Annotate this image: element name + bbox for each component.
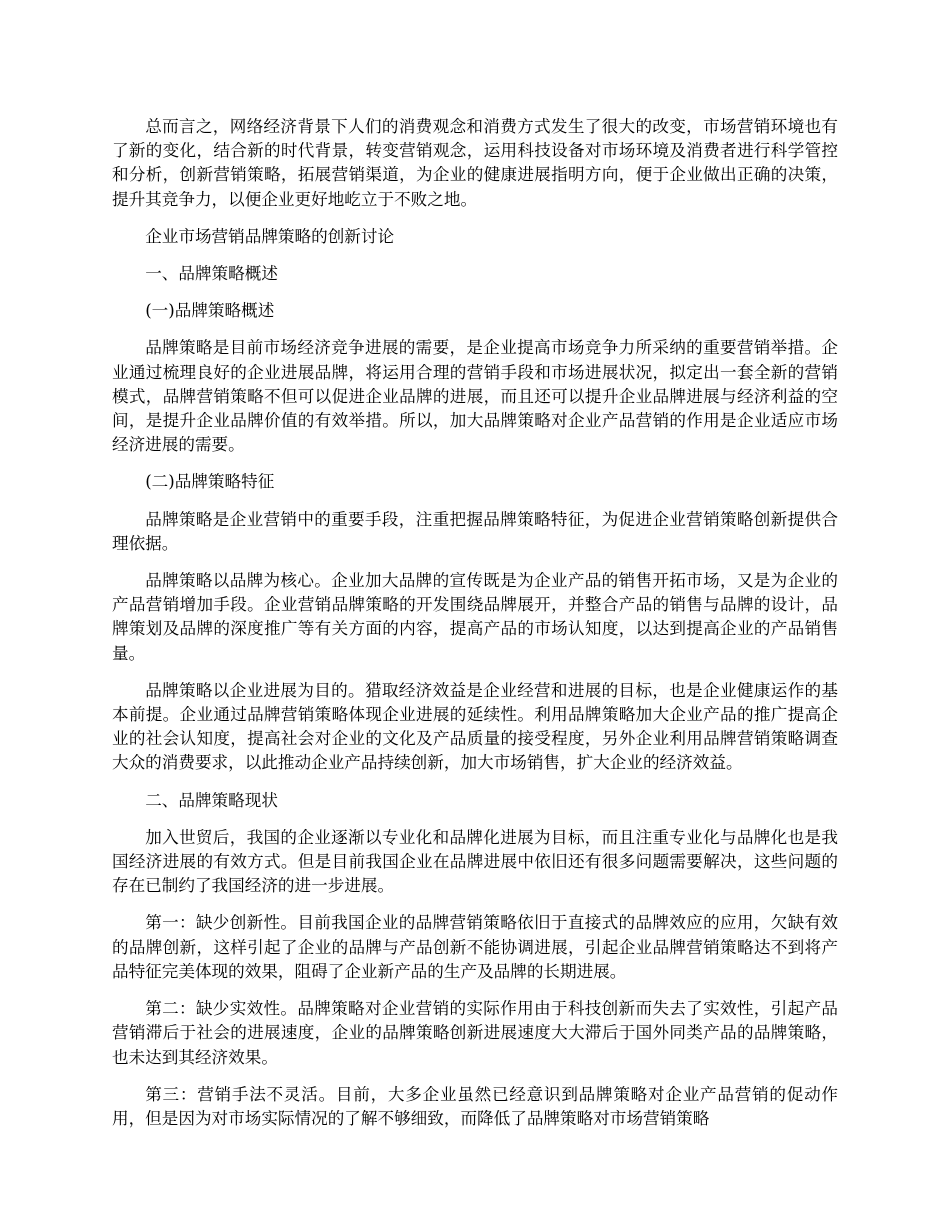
subsection-heading-1-1: (一)品牌策略概述 xyxy=(145,301,275,321)
paragraph-issue-2: 第二：缺少实效性。品牌策略对企业营销的实际作用由于科技创新而失去了实效性，引起产品营销滞后于社会的进展速度，企业的品牌策略创新进展速度大大滞后于国外同类产品的品牌策略，也未达到其经济效果。 xyxy=(112,999,838,1067)
paragraph-brand-core: 品牌策略以品牌为核心。企业加大品牌的宣传既是为企业产品的销售开拓市场，又是为企业的产品营销增加手段。企业营销品牌策略的开发围绕品牌展开，并整合产品的销售与品牌的设计，品牌策划及品牌的深度推广等有关方面的内容，提高产品的市场认知度，以达到提高企业的产品销售量。 xyxy=(112,571,838,663)
section-heading-1: 一、品牌策略概述 xyxy=(145,264,278,284)
paragraph-wto: 加入世贸后，我国的企业逐渐以专业化和品牌化进展为目标，而且注重专业化与品牌化也是我国经济进展的有效方式。但是目前我国企业在品牌进展中依旧还有很多问题需要解决，这些问题的存在已制约了我国经济的进一步进展。 xyxy=(112,827,838,896)
paragraph-features-intro: 品牌策略是企业营销中的重要手段，注重把握品牌策略特征，为促进企业营销策略创新提供合理依据。 xyxy=(112,509,838,553)
section-heading-2: 二、品牌策略现状 xyxy=(145,790,278,810)
paragraph-development-goal: 品牌策略以企业进展为目的。猎取经济效益是企业经营和进展的目标，也是企业健康运作的基本前提。企业通过品牌营销策略体现企业进展的延续性。利用品牌策略加大企业产品的推广提高企业的社会认知度，提高社会对企业的文化及产品质量的接受程度，另外企业利用品牌营销策略调查大众的消费要求，以此推动企业产品持续创新，加大市场销售，扩大企业的经济效益。 xyxy=(112,680,838,773)
paragraph-overview: 品牌策略是目前市场经济竞争进展的需要，是企业提高市场竞争力所采纳的重要营销举措。企业通过梳理良好的企业进展品牌，将运用合理的营销手段和市场进展状况，拟定出一套全新的营销模式，品牌营销策略不但可以促进企业品牌的进展，而且还可以提升企业品牌进展与经济利益的空间，是提升企业品牌价值的有效举措。所以，加大品牌策略对企业产品营销的作用是企业适应市场经济进展的需要。 xyxy=(112,338,838,455)
document-page xyxy=(112,115,838,1144)
paragraph-issue-3: 第三：营销手法不灵活。目前，大多企业虽然已经意识到品牌策略对企业产品营销的促动作用，但是因为对市场实际情况的了解不够细致，而降低了品牌策略对市场营销策略 xyxy=(112,1084,838,1128)
article-title: 企业市场营销品牌策略的创新讨论 xyxy=(145,226,395,246)
subsection-heading-1-2: (二)品牌策略特征 xyxy=(145,472,275,492)
paragraph-issue-1: 第一：缺少创新性。目前我国企业的品牌营销策略依旧于直接式的品牌效应的应用，欠缺有效的品牌创新，这样引起了企业的品牌与产品创新不能协调进展，引起企业品牌营销策略达不到将产品特征完美体现的效果，阻碍了企业新产品的生产及品牌的长期进展。 xyxy=(112,913,838,981)
paragraph-summary: 总而言之，网络经济背景下人们的消费观念和消费方式发生了很大的改变，市场营销环境也有了新的变化，结合新的时代背景，转变营销观念，运用科技设备对市场环境及消费者进行科学管控和分析，创新营销策略，拓展营销渠道，为企业的健康进展指明方向，便于企业做出正确的决策，提升其竞争力，以便企业更好地屹立于不败之地。 xyxy=(112,117,838,209)
